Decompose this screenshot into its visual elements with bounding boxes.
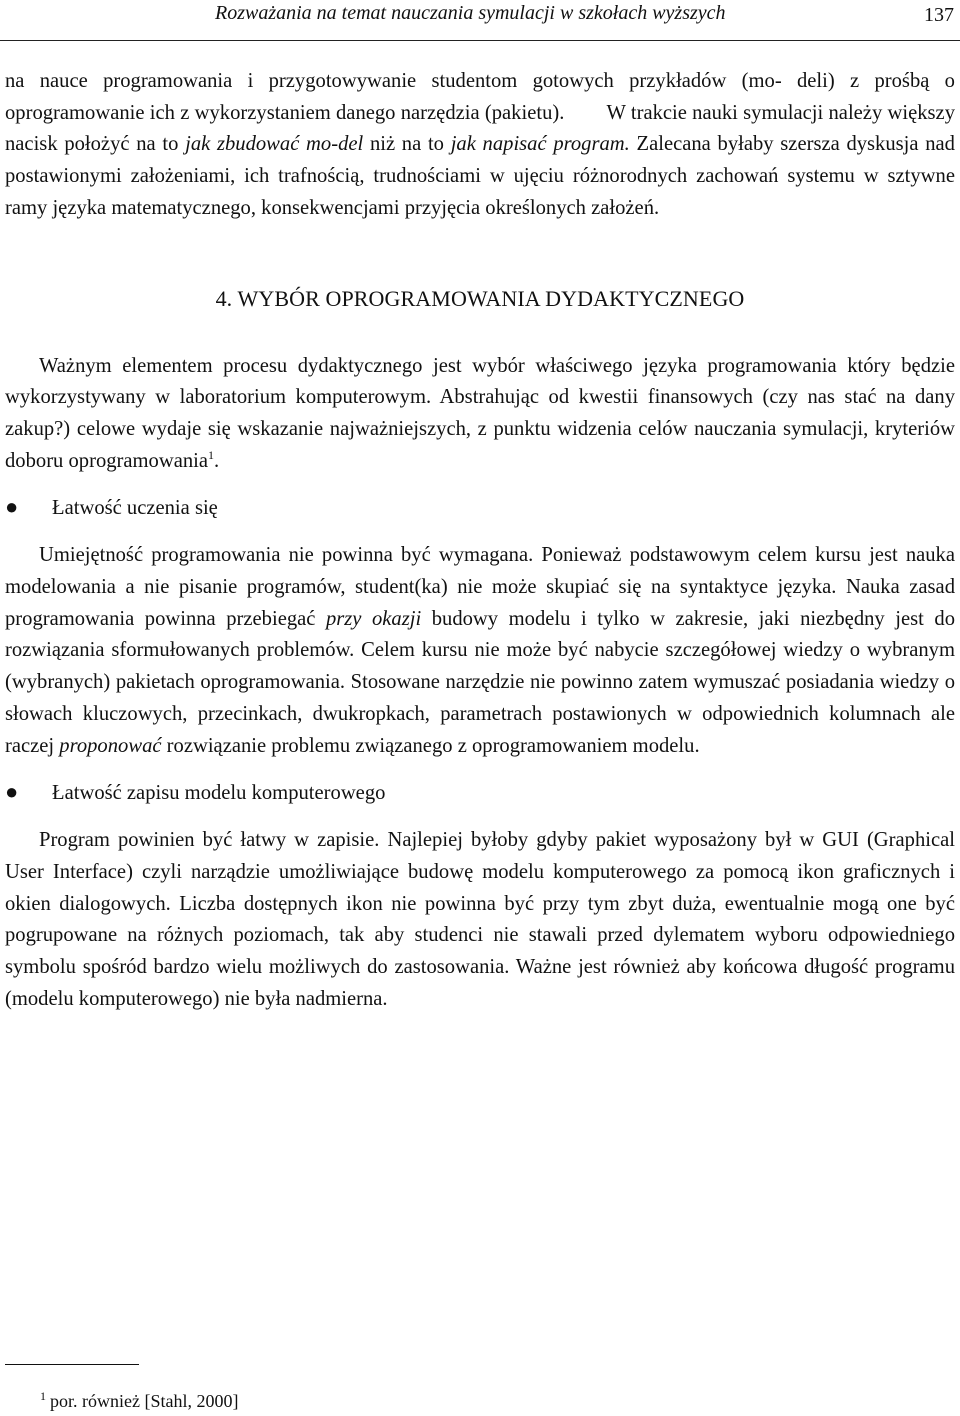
- bullet-item-ease-of-writing: [5, 776, 955, 809]
- intro-emphasis-b: jak napisać program.: [450, 133, 630, 156]
- bullet1-paragraph: [5, 540, 955, 762]
- bullet-icon: ●: [5, 779, 19, 805]
- intro-paragraph: [5, 66, 955, 225]
- intro-line-2: deli) z prośbą o oprogramowanie ich z wykorzystaniem danego narzędzia (pakietu).: [5, 70, 955, 124]
- page-header: [0, 0, 960, 41]
- bullet1-text-a: Umiejętność programowania nie powinna być wymagana. Ponieważ podstawowym celem kursu jest nauka modelowania a nie pisanie programów, student(ka) nie może skupiać się na syntaktyce języka. Nauka zasad programowania powinna przebiegać: [5, 544, 955, 630]
- footnote-divider: [5, 1364, 139, 1365]
- section-paragraph-end: .: [214, 449, 220, 472]
- bullet1-text-b: budowy modelu i tylko w zakresie, jaki niezbędny jest do rozwiązania sformułowanych problemów. Celem kursu nie może być nabycie szczegółowej wiedzy o wybranym (wybranych) pakietach oprogramowania. Stosowane narzędzie nie powinno zatem wymuszać posiadania wiedzy o słowach kluczowych, przecinkach, dwukropkach, parametrach postawionych w odpowiednich kolumnach ale raczej: [5, 607, 956, 757]
- footnote: [40, 1384, 238, 1413]
- intro-text-b: niż na to: [363, 133, 451, 156]
- section-heading: 4. WYBÓR OPROGRAMOWANIA DYDAKTYCZNEGO: [215, 285, 745, 311]
- bullet1-emphasis-2: proponować: [59, 734, 162, 757]
- bullet-icon: ●: [5, 494, 19, 520]
- footnote-reference[interactable]: 1: [208, 447, 215, 462]
- bullet-label: Łatwość zapisu modelu komputerowego: [52, 782, 386, 805]
- footnote-text: por. również [Stahl, 2000]: [50, 1391, 239, 1411]
- intro-emphasis-a: jak zbudować mo-del: [185, 133, 364, 156]
- running-head: Rozważania na temat nauczania symulacji w szkołach wyższych: [215, 2, 726, 24]
- intro-text-a: W trakcie nauki symulacji należy większy nacisk położyć na to: [5, 101, 955, 156]
- intro-text-c: Zalecana byłaby szersza dyskusja nad postawionymi założeniami, ich trafnością, trudnościami w ujęciu różnorodnych zachowań systemu w sztywne ramy języka matematycznego, konsekwencjami przyjęcia określonych założeń.: [5, 133, 955, 219]
- bullet-label: Łatwość uczenia się: [52, 497, 218, 520]
- section-paragraph: [5, 351, 955, 478]
- bullet1-emphasis: przy okazji: [325, 607, 422, 630]
- bullet2-paragraph: Program powinien być łatwy w zapisie. Najlepiej byłoby gdyby pakiet wyposażony był w GUI (Graphical User Interface) czyli narządzie umożliwiające budowę modelu komputerowego za pomocą ikon graficznych i okien dialogowych. Liczba dostępnych ikon nie powinna być przy tym zbyt duża, ewentualnie mogą one być pogrupowane na różnych poziomach, tak aby studenci nie stawali przed dylematem wyboru odpowiedniego symbolu spośród bardzo wielu możliwych do zastosowania. Ważne jest również aby końcowa długość programu (modelu komputerowego) nie była nadmierna.: [5, 829, 955, 1010]
- page-body: [5, 66, 955, 1015]
- intro-line-1: na nauce programowania i przygotowywanie studentom gotowych przykładów (mo-: [5, 70, 782, 92]
- bullet1-text-c: rozwiązanie problemu związanego z oprogramowaniem modelu.: [161, 734, 700, 757]
- page-number: 137: [924, 4, 954, 26]
- footnote-marker: 1: [40, 1389, 46, 1403]
- bullet-item-ease-of-learning: [5, 491, 955, 524]
- section-paragraph-text: Ważnym elementem procesu dydaktycznego jest wybór właściwego języka programowania który będzie wykorzystywany w laboratorium komputerowym. Abstrahując od kwestii finansowych (czy nas stać na dany zakup?) celowe wydaje się wskazanie najważniejszych, z punktu widzenia celów nauczania symulacji, kryteriów doboru oprogramowania: [5, 354, 955, 472]
